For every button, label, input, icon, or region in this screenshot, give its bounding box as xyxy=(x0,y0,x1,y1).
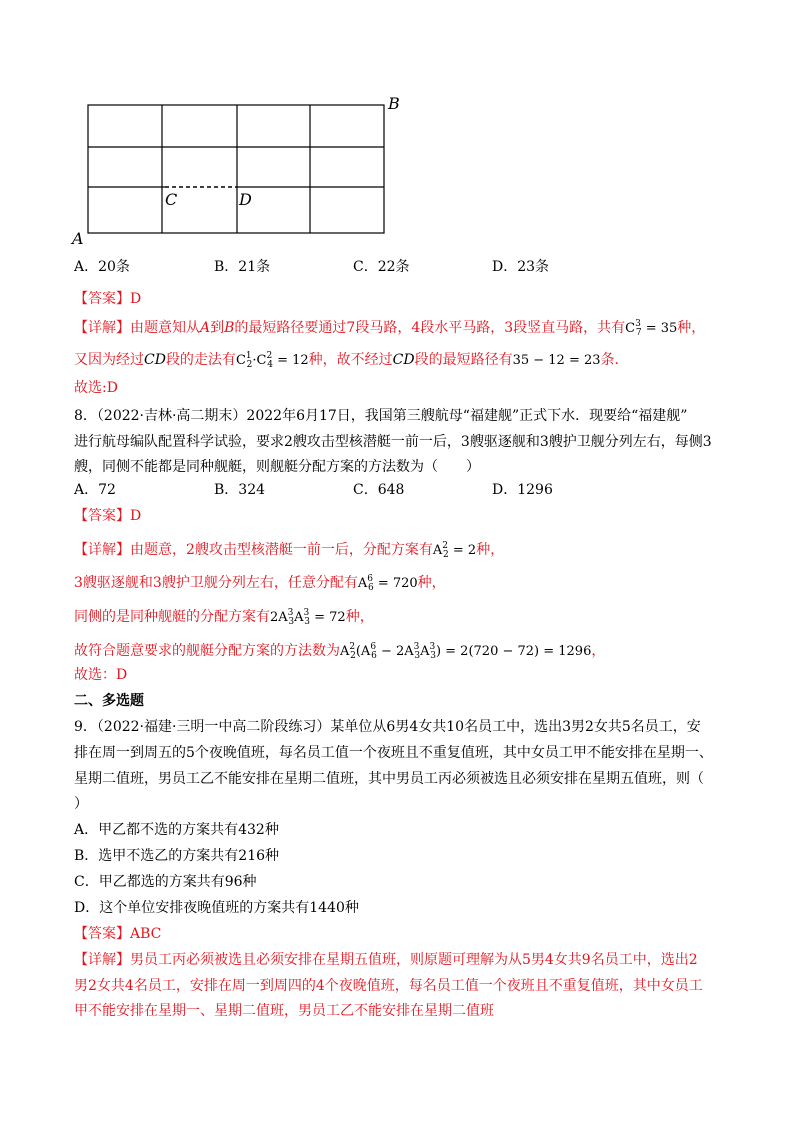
var-b: B xyxy=(224,320,235,336)
q9-stem-line4: ） xyxy=(74,796,88,812)
q7-option-a: A．20条 xyxy=(74,259,130,275)
text: ， xyxy=(591,643,606,659)
q7-option-b: B．21条 xyxy=(214,259,271,275)
label-d: D xyxy=(239,190,252,209)
text: 种， xyxy=(476,542,505,558)
text: 种，故不经过 xyxy=(308,352,393,368)
text: 种， xyxy=(417,575,446,591)
text: 段的走法有 xyxy=(165,352,236,368)
math-result: 35 − 12 = 23 xyxy=(512,353,601,368)
grid-figure xyxy=(70,92,410,252)
q7-option-d: D．23条 xyxy=(492,259,550,275)
math-c21-c42: $C^1_2\cdot C^2_4 = 12$ xyxy=(235,351,309,370)
q8-detail-line4 xyxy=(74,637,605,666)
text: 3艘驱逐舰和3艘护卫舰分列左右，任意分配有 xyxy=(74,575,358,591)
text: 【详解】由题意知从 xyxy=(74,320,200,336)
q9-option-b: B．选甲不选乙的方案共有216种 xyxy=(74,848,280,864)
text: 种， xyxy=(677,320,706,336)
q7-detail-line2 xyxy=(74,346,619,375)
q8-option-c: C．648 xyxy=(353,482,405,498)
text: 同侧的是同种舰艇的分配方案有 xyxy=(74,609,270,625)
text: 到 xyxy=(210,320,225,336)
text: 故符合题意要求的舰艇分配方案的方法数为 xyxy=(74,643,340,659)
text: 条. xyxy=(600,352,619,368)
q8-detail-line2 xyxy=(74,569,446,598)
q7-choose: 故选:D xyxy=(74,380,118,396)
q7-detail-line1 xyxy=(74,314,705,343)
q9-answer: 【答案】ABC xyxy=(74,926,162,942)
q9-option-c: C．甲乙都选的方案共有96种 xyxy=(74,874,257,890)
section-title: 二、多选题 xyxy=(74,693,144,709)
q7-option-c: C．22条 xyxy=(353,259,410,275)
q8-stem-line1: 8．（2022·吉林·高二期末）2022年6月17日，我国第三艘航母“福建舰”正式下水．现要给“福建舰” xyxy=(74,408,688,424)
math-a66: $A^6_6 = 720$ xyxy=(357,574,418,593)
text: 的最短路径要通过7段马路，4段水平马路，3段竖直马路，共有 xyxy=(234,320,626,336)
math-c73: $C^3_7 = 35$ xyxy=(625,319,678,338)
q8-stem-line2: 进行航母编队配置科学试验，要求2艘攻击型核潜艇一前一后，3艘驱逐舰和3艘护卫舰分列左右，每侧3 xyxy=(74,434,712,450)
q8-detail-line3 xyxy=(74,603,374,632)
q8-detail-line1 xyxy=(74,536,504,565)
math-final: $A^2_2(A^6_6 - 2A^3_3A^3_3) = 2(720 - 72) = 1296$ xyxy=(340,642,592,661)
q9-stem-line3: 星期二值班，男员工乙不能安排在星期二值班，其中男员工丙必须被选且必须安排在星期五值班，则（ xyxy=(74,771,704,787)
q9-stem-line2: 排在周一到周五的5个夜晚值班，每名员工值一个夜班且不重复值班，其中女员工甲不能安排在星期一、 xyxy=(74,745,713,761)
text: 段的最短路径有 xyxy=(414,352,513,368)
var-a: A xyxy=(200,320,211,336)
q9-option-a: A．甲乙都不选的方案共有432种 xyxy=(74,822,279,838)
text: 【详解】由题意，2艘攻击型核潜艇一前一后，分配方案有 xyxy=(74,542,433,558)
text: 又因为经过 xyxy=(74,352,144,368)
label-a: A xyxy=(72,229,84,248)
var-cd: CD xyxy=(144,352,166,368)
q8-choose: 故选：D xyxy=(74,667,128,683)
q9-stem-line1: 9．（2022·福建·三明一中高二阶段练习）某单位从6男4女共10名员工中，选出3男2女共5名员工，安 xyxy=(74,719,701,735)
text: 种， xyxy=(345,609,374,625)
q7-answer: 【答案】D xyxy=(74,291,142,307)
label-b: B xyxy=(388,94,400,113)
q9-option-d: D．这个单位安排夜晚值班的方案共有1440种 xyxy=(74,900,359,916)
q8-option-a: A．72 xyxy=(74,482,116,498)
q9-detail-line3: 甲不能安排在星期一、星期二值班，男员工乙不能安排在星期二值班 xyxy=(74,1003,494,1019)
math-a22: $A^2_2 = 2$ xyxy=(432,541,477,560)
math-2a33a33: $2A^3_3A^3_3 = 72$ xyxy=(270,608,346,627)
q8-option-d: D．1296 xyxy=(492,482,553,498)
var-cd: CD xyxy=(392,352,415,368)
q9-detail-line1: 【详解】男员工丙必须被选且必须安排在星期五值班，则原题可理解为从5男4女共9名员工中，选出2 xyxy=(74,952,698,968)
q8-option-b: B．324 xyxy=(214,482,266,498)
q8-answer: 【答案】D xyxy=(74,508,142,524)
label-c: C xyxy=(165,190,178,209)
q8-stem-line3: 艘，同侧不能都是同种舰艇，则舰艇分配方案的方法数为（ ） xyxy=(74,459,480,475)
q9-detail-line2: 男2女共4名员工，安排在周一到周四的4个夜晚值班，每名员工值一个夜班且不重复值班，其中女员工 xyxy=(74,978,703,994)
